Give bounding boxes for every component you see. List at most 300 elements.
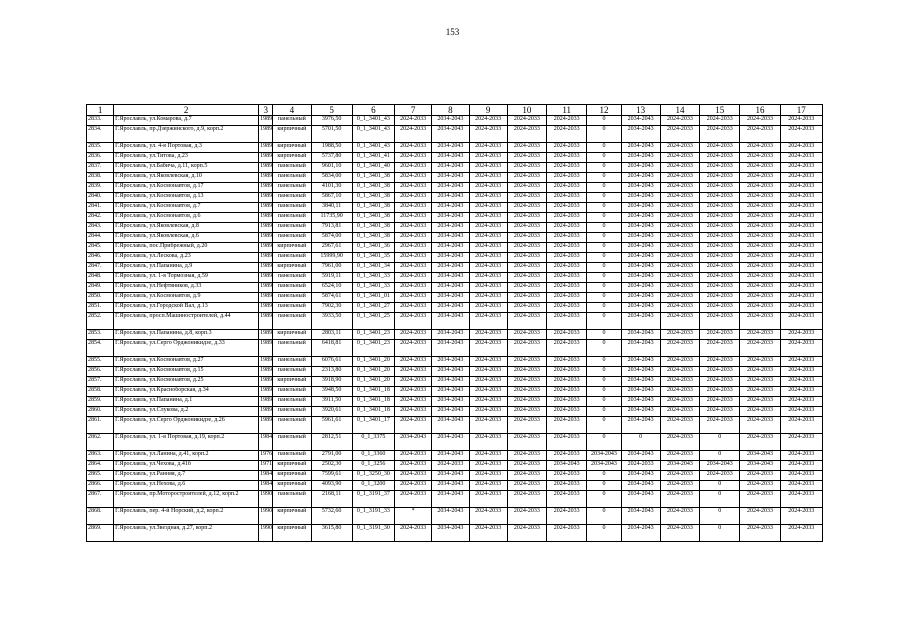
address: Г.Ярославль, ул. 4-я Портовая, д.3 <box>114 143 259 153</box>
build-year: 1989 <box>259 407 273 417</box>
col-header: 16 <box>740 105 780 116</box>
cadastral-code: 0_1_3200 <box>352 481 394 491</box>
period-col-9: 2024-2033 <box>469 377 507 387</box>
cadastral-code: 0_1_3191_30 <box>352 525 394 542</box>
period-col-11: 2024-2033 <box>547 213 587 223</box>
wall-material: панельный <box>273 313 311 330</box>
area: 2168,11 <box>311 491 352 508</box>
build-year: 1989 <box>259 223 273 233</box>
period-col-14: 2024-2033 <box>660 293 699 303</box>
row-number: 2856. <box>87 367 114 377</box>
period-col-11: 2024-2033 <box>547 417 587 434</box>
period-col-15: 2024-2033 <box>700 143 740 153</box>
period-col-15: 2024-2033 <box>700 357 740 367</box>
cadastral-code: 0_1_3401_38 <box>352 233 394 243</box>
cadastral-code: 0_1_3401_20 <box>352 377 394 387</box>
build-year: 1989 <box>259 243 273 253</box>
period-col-11: 2024-2033 <box>547 126 587 143</box>
period-col-12: 0 <box>587 377 621 387</box>
period-col-15: 2024-2033 <box>700 243 740 253</box>
period-col-9: 2024-2033 <box>469 143 507 153</box>
period-col-7: 2024-2033 <box>395 461 432 471</box>
period-col-16: 2024-2033 <box>740 116 780 126</box>
period-col-9: 2024-2033 <box>469 233 507 243</box>
period-col-13: 2034-2043 <box>621 397 660 407</box>
period-col-7: 2024-2033 <box>395 303 432 313</box>
period-col-10: 2024-2033 <box>507 508 546 525</box>
col-header: 5 <box>311 105 352 116</box>
period-col-10: 2024-2033 <box>507 434 546 451</box>
row-number: 2859. <box>87 397 114 407</box>
period-col-16: 2024-2033 <box>740 340 780 357</box>
cadastral-code: 0_1_3401_17 <box>352 417 394 434</box>
period-col-8: 2034-2043 <box>432 143 469 153</box>
cadastral-code: 0_1_3401_18 <box>352 397 394 407</box>
period-col-11: 2024-2033 <box>547 203 587 213</box>
build-year: 1989 <box>259 313 273 330</box>
row-number: 2844. <box>87 233 114 243</box>
row-number: 2845. <box>87 243 114 253</box>
period-col-7: 2024-2033 <box>395 143 432 153</box>
period-col-11: 2024-2033 <box>547 233 587 243</box>
period-col-8: 2034-2043 <box>432 203 469 213</box>
period-col-10: 2024-2033 <box>507 233 546 243</box>
period-col-12: 0 <box>587 223 621 233</box>
period-col-10: 2024-2033 <box>507 367 546 377</box>
area: 6524,10 <box>311 283 352 293</box>
row-number: 2862. <box>87 434 114 451</box>
period-col-16: 2024-2033 <box>740 491 780 508</box>
period-col-8: 2034-2043 <box>432 293 469 303</box>
period-col-7: 2024-2033 <box>395 313 432 330</box>
period-col-10: 2024-2033 <box>507 263 546 273</box>
build-year: 1989 <box>259 293 273 303</box>
period-col-11: 2024-2033 <box>547 340 587 357</box>
period-col-9: 2024-2033 <box>469 293 507 303</box>
period-col-11: 2024-2033 <box>547 407 587 417</box>
period-col-15: 2024-2033 <box>700 163 740 173</box>
period-col-14: 2024-2033 <box>660 525 699 542</box>
table-row <box>87 193 823 203</box>
period-col-9: 2024-2033 <box>469 481 507 491</box>
row-number: 2836. <box>87 153 114 163</box>
period-col-7: 2024-2033 <box>395 213 432 223</box>
area: 5961,61 <box>311 417 352 434</box>
period-col-12: 0 <box>587 407 621 417</box>
period-col-16: 2024-2033 <box>740 417 780 434</box>
table-row <box>87 434 823 451</box>
cadastral-code: 0_1_3401_01 <box>352 293 394 303</box>
col-header: 2 <box>114 105 259 116</box>
cadastral-code: 0_1_3401_43 <box>352 143 394 153</box>
build-year: 1989 <box>259 233 273 243</box>
wall-material: панельный <box>273 303 311 313</box>
wall-material: кирпичный <box>273 377 311 387</box>
row-number: 2868. <box>87 508 114 525</box>
period-col-10: 2024-2033 <box>507 243 546 253</box>
period-col-11: 2024-2033 <box>547 434 587 451</box>
area: 1988,50 <box>311 143 352 153</box>
period-col-17: 2024-2033 <box>780 253 822 263</box>
period-col-15: 2024-2033 <box>700 340 740 357</box>
row-number: 2860. <box>87 407 114 417</box>
period-col-9: 2024-2033 <box>469 213 507 223</box>
period-col-17: 2024-2033 <box>780 153 822 163</box>
table-row <box>87 143 823 153</box>
wall-material: панельный <box>273 273 311 283</box>
period-col-8: 2034-2043 <box>432 417 469 434</box>
period-col-13: 2034-2043 <box>621 407 660 417</box>
period-col-8: 2034-2043 <box>432 377 469 387</box>
wall-material: кирпичный <box>273 481 311 491</box>
period-col-10: 2024-2033 <box>507 377 546 387</box>
wall-material: кирпичный <box>273 508 311 525</box>
period-col-12: 0 <box>587 126 621 143</box>
area: 5834,00 <box>311 173 352 183</box>
address: Г.Ярославль, ул.Космонавтов, д.15 <box>114 367 259 377</box>
period-col-8: 2034-2043 <box>432 263 469 273</box>
period-col-8: 2034-2043 <box>432 253 469 263</box>
area: 2313,80 <box>311 367 352 377</box>
period-col-17: 2024-2033 <box>780 481 822 491</box>
period-col-9: 2024-2033 <box>469 243 507 253</box>
period-col-7: 2024-2033 <box>395 525 432 542</box>
period-col-10: 2024-2033 <box>507 481 546 491</box>
period-col-14: 2024-2033 <box>660 253 699 263</box>
period-col-14: 2024-2033 <box>660 126 699 143</box>
row-number: 2841. <box>87 203 114 213</box>
wall-material: панельный <box>273 283 311 293</box>
address: Г.Ярославль, ул.Папанина, д.8, корп.3 <box>114 330 259 340</box>
period-col-12: 2034-2043 <box>587 461 621 471</box>
table-row <box>87 357 823 367</box>
area: 2812,51 <box>311 434 352 451</box>
cadastral-code: 0_1_3401_23 <box>352 340 394 357</box>
period-col-7: 2024-2033 <box>395 126 432 143</box>
row-number: 2850. <box>87 293 114 303</box>
table-row <box>87 243 823 253</box>
column-number-row <box>87 105 823 116</box>
build-year: 1989 <box>259 340 273 357</box>
row-number: 2851. <box>87 303 114 313</box>
wall-material: панельный <box>273 451 311 461</box>
period-col-17: 2024-2033 <box>780 525 822 542</box>
period-col-8: 2034-2043 <box>432 451 469 461</box>
address: Г.Ярославль, ул.Космонавтов, д.9 <box>114 293 259 303</box>
cadastral-code: 0_1_3375 <box>352 434 394 451</box>
period-col-7: 2024-2033 <box>395 233 432 243</box>
period-col-14: 2024-2033 <box>660 116 699 126</box>
period-col-14: 2024-2033 <box>660 243 699 253</box>
wall-material: панельный <box>273 213 311 223</box>
build-year: 1989 <box>259 203 273 213</box>
period-col-17: 2024-2033 <box>780 330 822 340</box>
period-col-13: 2034-2043 <box>621 143 660 153</box>
period-col-14: 2024-2033 <box>660 263 699 273</box>
area: 6076,61 <box>311 357 352 367</box>
period-col-10: 2024-2033 <box>507 417 546 434</box>
period-col-11: 2024-2033 <box>547 367 587 377</box>
cadastral-code: 0_1_3401_33 <box>352 283 394 293</box>
period-col-11: 2024-2033 <box>547 163 587 173</box>
period-col-8: 2034-2043 <box>432 163 469 173</box>
cadastral-code: 0_1_3401_23 <box>352 330 394 340</box>
period-col-15: 2024-2033 <box>700 203 740 213</box>
period-col-8: 2034-2043 <box>432 213 469 223</box>
wall-material: кирпичный <box>273 143 311 153</box>
build-year: 1990 <box>259 525 273 542</box>
area: 3933,50 <box>311 313 352 330</box>
period-col-11: 2024-2033 <box>547 330 587 340</box>
period-col-7: 2024-2033 <box>395 377 432 387</box>
row-number: 2861. <box>87 417 114 434</box>
area: 3840,11 <box>311 203 352 213</box>
period-col-17: 2024-2033 <box>780 293 822 303</box>
period-col-9: 2024-2033 <box>469 253 507 263</box>
table-row <box>87 293 823 303</box>
cadastral-code: 0_1_3256 <box>352 461 394 471</box>
period-col-17: 2024-2033 <box>780 508 822 525</box>
address: Г.Ярославль, пос.Прибрежный, д.20 <box>114 243 259 253</box>
period-col-9: 2024-2033 <box>469 340 507 357</box>
period-col-15: 2034-2043 <box>700 461 740 471</box>
cadastral-code: 0_1_3401_40 <box>352 163 394 173</box>
period-col-10: 2024-2033 <box>507 163 546 173</box>
address: Г.Ярославль, ул.Титова, д.23 <box>114 153 259 163</box>
period-col-13: 2034-2043 <box>621 173 660 183</box>
build-year: 1989 <box>259 417 273 434</box>
address: Г.Ярославль, ул.Чехова, д.41б <box>114 461 259 471</box>
address: Г.Ярославль, пр.Моторостроителей, д.12, корп.2 <box>114 491 259 508</box>
period-col-15: 2024-2033 <box>700 283 740 293</box>
period-col-14: 2024-2033 <box>660 377 699 387</box>
area: 3920,61 <box>311 407 352 417</box>
period-col-11: 2024-2033 <box>547 193 587 203</box>
period-col-8: 2034-2043 <box>432 508 469 525</box>
period-col-8: 2034-2043 <box>432 126 469 143</box>
period-col-12: 0 <box>587 163 621 173</box>
period-col-9: 2024-2033 <box>469 273 507 283</box>
wall-material: панельный <box>273 203 311 213</box>
table-row <box>87 330 823 340</box>
period-col-11: 2024-2033 <box>547 243 587 253</box>
period-col-11: 2024-2033 <box>547 116 587 126</box>
wall-material: кирпичный <box>273 461 311 471</box>
period-col-11: 2034-2043 <box>547 461 587 471</box>
period-col-12: 0 <box>587 367 621 377</box>
period-col-17: 2024-2033 <box>780 461 822 471</box>
period-col-9: 2024-2033 <box>469 417 507 434</box>
period-col-13: 2034-2043 <box>621 253 660 263</box>
period-col-14: 2024-2033 <box>660 407 699 417</box>
area: 5874,61 <box>311 293 352 303</box>
table-row <box>87 223 823 233</box>
period-col-10: 2024-2033 <box>507 471 546 481</box>
period-col-9: 2024-2033 <box>469 397 507 407</box>
cadastral-code: 0_1_3401_35 <box>352 253 394 263</box>
row-number: 2854. <box>87 340 114 357</box>
period-col-11: 2024-2033 <box>547 283 587 293</box>
period-col-10: 2024-2033 <box>507 525 546 542</box>
period-col-13: 2034-2043 <box>621 243 660 253</box>
table-row <box>87 263 823 273</box>
period-col-14: 2024-2033 <box>660 387 699 397</box>
build-year: 1989 <box>259 357 273 367</box>
area: 2502,30 <box>311 461 352 471</box>
table-row <box>87 367 823 377</box>
wall-material: кирпичный <box>273 263 311 273</box>
period-col-13: 2034-2043 <box>621 223 660 233</box>
period-col-13: 2034-2043 <box>621 471 660 481</box>
period-col-16: 2024-2033 <box>740 525 780 542</box>
table-row <box>87 173 823 183</box>
period-col-16: 2024-2033 <box>740 357 780 367</box>
period-col-17: 2024-2033 <box>780 243 822 253</box>
wall-material: панельный <box>273 223 311 233</box>
address: Г.Ярославль, просп.Машиностроителей, д.44 <box>114 313 259 330</box>
area: 5732,60 <box>311 508 352 525</box>
period-col-15: 2024-2033 <box>700 293 740 303</box>
period-col-14: 2024-2033 <box>660 508 699 525</box>
period-col-10: 2024-2033 <box>507 330 546 340</box>
period-col-7: 2024-2033 <box>395 491 432 508</box>
period-col-10: 2024-2033 <box>507 397 546 407</box>
period-col-11: 2024-2033 <box>547 471 587 481</box>
area: 7599,61 <box>311 471 352 481</box>
period-col-9: 2024-2033 <box>469 126 507 143</box>
period-col-8: 2034-2043 <box>432 481 469 491</box>
period-col-17: 2024-2033 <box>780 163 822 173</box>
period-col-8: 2034-2043 <box>432 243 469 253</box>
period-col-13: 2034-2043 <box>621 357 660 367</box>
area: 7902,30 <box>311 303 352 313</box>
period-col-10: 2024-2033 <box>507 387 546 397</box>
table-row <box>87 116 823 126</box>
period-col-17: 2024-2033 <box>780 116 822 126</box>
period-col-13: 2034-2043 <box>621 451 660 461</box>
wall-material: кирпичный <box>273 330 311 340</box>
period-col-15: 2024-2033 <box>700 417 740 434</box>
build-year: 1989 <box>259 183 273 193</box>
table-row <box>87 508 823 525</box>
period-col-17: 2024-2033 <box>780 434 822 451</box>
period-col-9: 2024-2033 <box>469 263 507 273</box>
period-col-7: 2024-2033 <box>395 330 432 340</box>
address: Г.Ярославль, ул.Яковлевская, д.10 <box>114 173 259 183</box>
period-col-12: 0 <box>587 263 621 273</box>
period-col-8: 2034-2043 <box>432 173 469 183</box>
address: Г.Ярославль, ул.Слукова, д.2 <box>114 407 259 417</box>
period-col-16: 2024-2033 <box>740 126 780 143</box>
row-number: 2849. <box>87 283 114 293</box>
build-year: 1984 <box>259 471 273 481</box>
address: Г.Ярославль, пр.Дзержинского, д.9, корп.2 <box>114 126 259 143</box>
build-year: 1989 <box>259 330 273 340</box>
row-number: 2840. <box>87 193 114 203</box>
period-col-17: 2024-2033 <box>780 183 822 193</box>
period-col-7: 2024-2033 <box>395 223 432 233</box>
period-col-16: 2024-2033 <box>740 434 780 451</box>
area: 3976,50 <box>311 116 352 126</box>
period-col-15: 2024-2033 <box>700 377 740 387</box>
build-year: 1989 <box>259 193 273 203</box>
period-col-9: 2024-2033 <box>469 173 507 183</box>
period-col-13: 2034-2043 <box>621 263 660 273</box>
wall-material: кирпичный <box>273 126 311 143</box>
period-col-12: 0 <box>587 273 621 283</box>
period-col-15: 2024-2033 <box>700 233 740 243</box>
build-year: 1989 <box>259 173 273 183</box>
table-row <box>87 313 823 330</box>
period-col-12: 0 <box>587 243 621 253</box>
period-col-10: 2024-2033 <box>507 283 546 293</box>
row-number: 2869. <box>87 525 114 542</box>
build-year: 1984 <box>259 481 273 491</box>
period-col-17: 2024-2033 <box>780 143 822 153</box>
period-col-16: 2024-2033 <box>740 367 780 377</box>
period-col-10: 2024-2033 <box>507 461 546 471</box>
row-number: 2863. <box>87 451 114 461</box>
period-col-10: 2024-2033 <box>507 273 546 283</box>
row-number: 2846. <box>87 253 114 263</box>
address: Г.Ярославль, ул.Нехова, д.6 <box>114 481 259 491</box>
period-col-7: 2024-2033 <box>395 481 432 491</box>
col-header: 1 <box>87 105 114 116</box>
period-col-12: 0 <box>587 508 621 525</box>
period-col-11: 2024-2033 <box>547 525 587 542</box>
area: 7913,81 <box>311 223 352 233</box>
area: 5919,11 <box>311 273 352 283</box>
period-col-9: 2024-2033 <box>469 303 507 313</box>
row-number: 2867. <box>87 491 114 508</box>
period-col-14: 2024-2033 <box>660 303 699 313</box>
address: Г.Ярославль, ул.Ланина, д.41, корп.2 <box>114 451 259 461</box>
wall-material: панельный <box>273 357 311 367</box>
period-col-11: 2024-2033 <box>547 173 587 183</box>
period-col-17: 2024-2033 <box>780 340 822 357</box>
period-col-12: 0 <box>587 253 621 263</box>
period-col-7: 2024-2033 <box>395 397 432 407</box>
wall-material: панельный <box>273 434 311 451</box>
period-col-10: 2024-2033 <box>507 451 546 461</box>
period-col-12: 0 <box>587 143 621 153</box>
period-col-15: 2024-2033 <box>700 173 740 183</box>
address: Г.Ярославль, ул.Красноборская, д.34 <box>114 387 259 397</box>
period-col-13: 2034-2043 <box>621 273 660 283</box>
cadastral-code: 0_1_3401_34 <box>352 263 394 273</box>
period-col-15: 2024-2033 <box>700 330 740 340</box>
table-row <box>87 183 823 193</box>
address: Г.Ярославль, пер. 4-й Норский, д.2, корп.2 <box>114 508 259 525</box>
period-col-12: 0 <box>587 491 621 508</box>
period-col-16: 2024-2033 <box>740 293 780 303</box>
period-col-14: 2024-2033 <box>660 223 699 233</box>
period-col-8: 2034-2043 <box>432 340 469 357</box>
table-body <box>87 116 823 542</box>
area: 3948,50 <box>311 387 352 397</box>
period-col-14: 2024-2033 <box>660 330 699 340</box>
period-col-9: 2024-2033 <box>469 461 507 471</box>
period-col-8: 2034-2043 <box>432 330 469 340</box>
period-col-8: 2034-2043 <box>432 407 469 417</box>
period-col-15: 0 <box>700 491 740 508</box>
period-col-16: 2034-2043 <box>740 461 780 471</box>
period-col-8: 2034-2043 <box>432 313 469 330</box>
period-col-15: 2024-2033 <box>700 387 740 397</box>
period-col-8: 2034-2043 <box>432 387 469 397</box>
period-col-13: 2034-2043 <box>621 367 660 377</box>
area: 15999,90 <box>311 253 352 263</box>
